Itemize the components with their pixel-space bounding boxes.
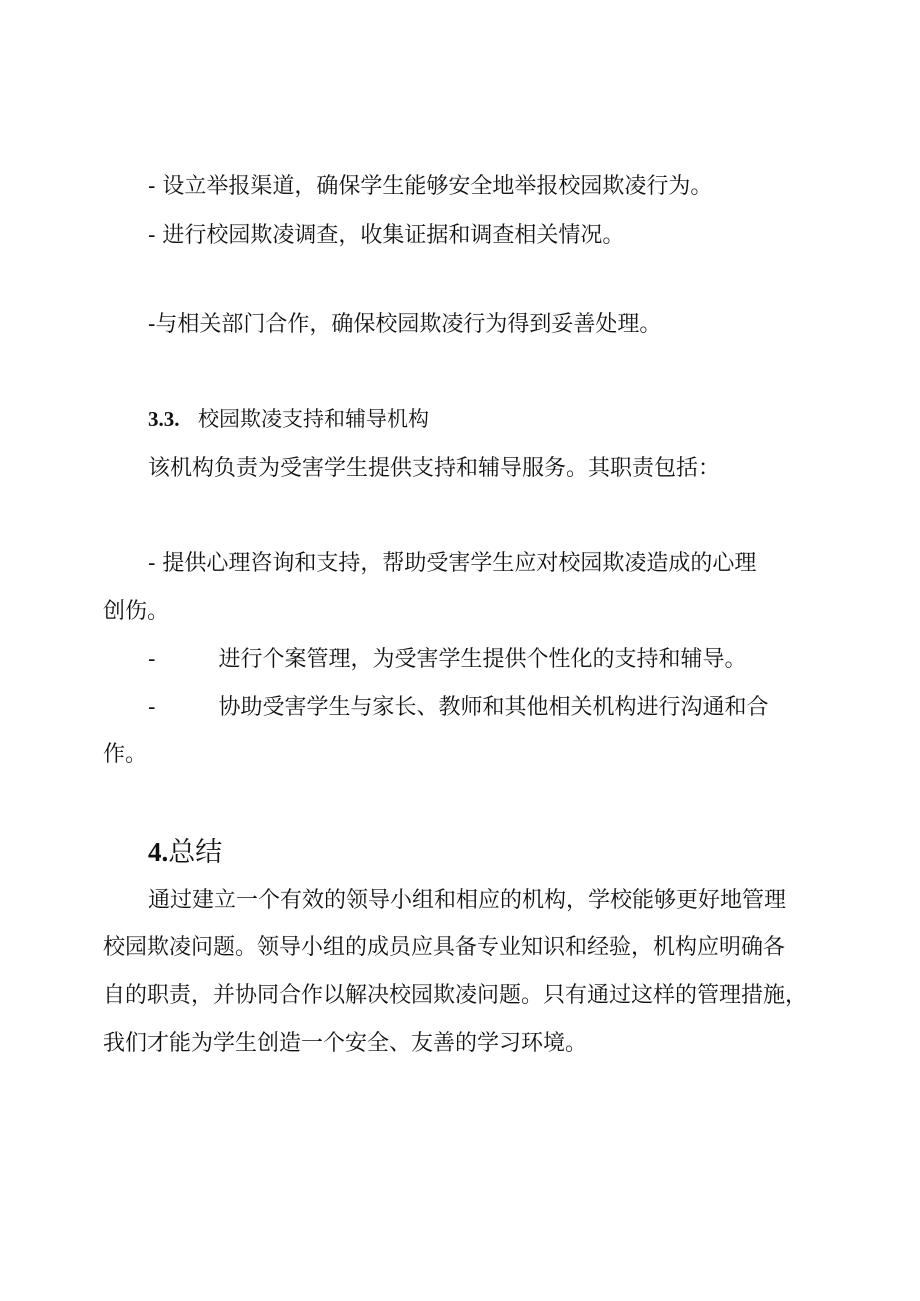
bullet-communication xyxy=(148,693,768,723)
section-3-3-title: 校园欺凌支持和辅导机构 xyxy=(198,407,429,431)
section-3-3-heading xyxy=(148,404,429,434)
section-4-title: 总结 xyxy=(168,837,223,868)
summary-line-2: 校园欺凌问题。领导小组的成员应具备专业知识和经验，机构应明确各 xyxy=(103,935,786,960)
summary-line-3: 自的职责，并协同合作以解决校园欺凌问题。只有通过这样的管理措施， xyxy=(103,983,808,1008)
bullet-communication-text: 协助受害学生与家长、教师和其他相关机构进行沟通和合 xyxy=(218,695,769,720)
bullet-department-cooperation: -与相关部门合作，确保校园欺凌行为得到妥善处理。 xyxy=(148,312,662,337)
bullet-dash: - xyxy=(148,647,156,672)
bullet-case-management-text: 进行个案管理，为受害学生提供个性化的支持和辅导。 xyxy=(218,647,747,672)
bullet-dash: - xyxy=(148,695,156,720)
bullet-reporting-channel: - 设立举报渠道，确保学生能够安全地举报校园欺凌行为。 xyxy=(148,174,713,199)
bullet-communication-line-2: 作。 xyxy=(103,742,148,767)
bullet-psych-counseling-line-1: - 提供心理咨询和支持，帮助受害学生应对校园欺凌造成的心理 xyxy=(148,551,757,576)
bullet-bullying-investigation: - 进行校园欺凌调查，收集证据和调查相关情况。 xyxy=(148,223,625,248)
section-3-3-number: 3.3. xyxy=(148,407,180,431)
summary-line-1: 通过建立一个有效的领导小组和相应的机构，学校能够更好地管理 xyxy=(148,888,787,913)
section-4-heading xyxy=(148,835,222,870)
bullet-case-management xyxy=(148,645,746,675)
section-3-3-intro: 该机构负责为受害学生提供支持和辅导服务。其职责包括： xyxy=(148,456,721,481)
summary-line-4: 我们才能为学生创造一个安全、友善的学习环境。 xyxy=(103,1031,588,1056)
section-4-number: 4. xyxy=(148,837,169,867)
bullet-psych-counseling-line-2: 创伤。 xyxy=(103,599,170,624)
